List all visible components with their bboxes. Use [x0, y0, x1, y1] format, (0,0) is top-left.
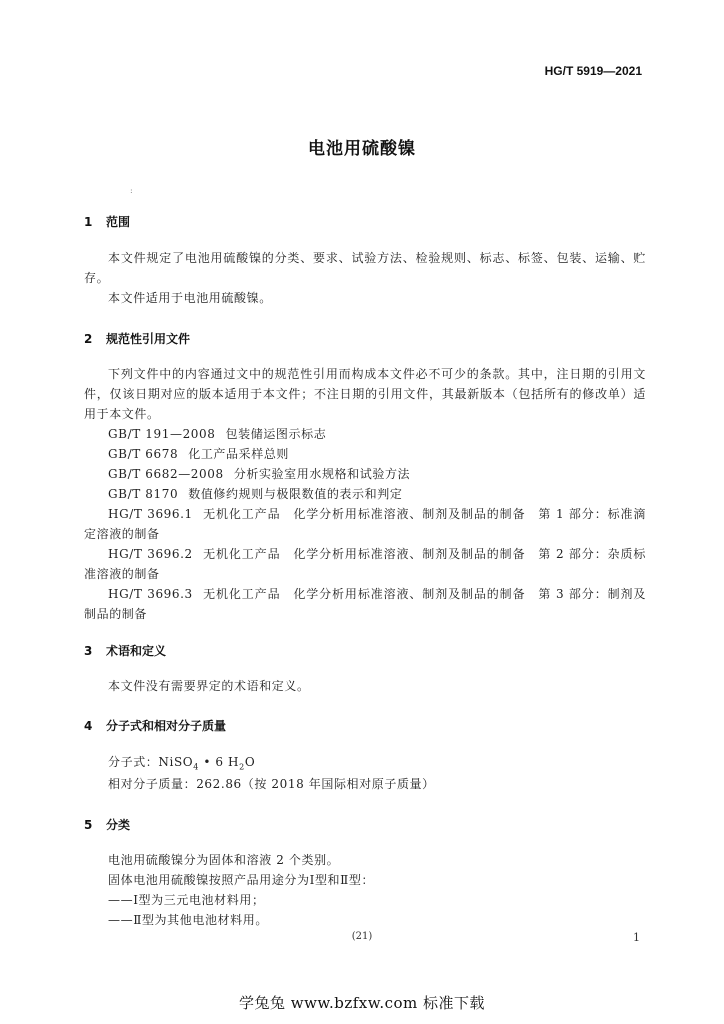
reference-title: 化工产品采样总则: [188, 447, 290, 461]
section-2-heading: [84, 330, 190, 347]
formula-sub-2: 2: [239, 762, 245, 772]
formula-sub-1: 4: [193, 762, 199, 772]
reference-code: GB/T 6678: [108, 447, 179, 461]
document-title: 电池用硫酸镍: [308, 139, 416, 159]
reference-code: HG/T 3696.1: [108, 507, 193, 521]
reference-title: 无机化工产品 化学分析用标准溶液、制剂及制品的制备 第 3 部分：制剂及制品的制备: [84, 587, 646, 621]
scope-paragraph-1: 本文件规定了电池用硫酸镍的分类、要求、试验方法、检验规则、标志、标签、包装、运输、贮存。: [84, 251, 646, 285]
reference-item: [84, 504, 646, 544]
section-title: 规范性引用文件: [106, 332, 191, 346]
classification-line: ——Ⅰ型为三元电池材料用；: [108, 893, 265, 907]
reference-title: 数值修约规则与极限数值的表示和判定: [188, 487, 403, 501]
classification-line: 电池用硫酸镍分为固体和溶液 2 个类别。: [108, 853, 340, 867]
reference-item: [84, 484, 646, 504]
section-1-heading: [84, 213, 130, 230]
molecular-mass: 相对分子质量：262.86（按 2018 年国际相对原子质量）: [108, 777, 435, 791]
reference-title: 无机化工产品 化学分析用标准溶液、制剂及制品的制备 第 2 部分：杂质标准溶液的制备: [84, 547, 646, 581]
classification-line: ——Ⅱ型为其他电池材料用。: [108, 913, 268, 927]
section-number: 2: [84, 332, 93, 346]
formula-ni: NiSO: [158, 755, 194, 769]
page-center-number: (21): [351, 931, 373, 942]
reference-title: 包装储运图示标志: [225, 427, 327, 441]
footer-watermark-text: 学兔兔 www.bzfxw.com 标准下载: [238, 994, 486, 1012]
formula-label: 分子式：: [108, 755, 159, 769]
stray-mark: :: [130, 186, 133, 195]
reference-code: GB/T 191—2008: [108, 427, 216, 441]
reference-item: [84, 464, 646, 484]
reference-code: GB/T 6682—2008: [108, 467, 224, 481]
section-number: 3: [84, 644, 93, 658]
reference-title: 分析实验室用水规格和试验方法: [233, 467, 411, 481]
section-number: 1: [84, 215, 93, 229]
section-5-heading: [84, 816, 130, 833]
reference-code: HG/T 3696.3: [108, 587, 193, 601]
section-title: 分子式和相对分子质量: [106, 719, 227, 733]
section-number: 4: [84, 719, 93, 733]
reference-title: 无机化工产品 化学分析用标准溶液、制剂及制品的制备 第 1 部分：标准滴定溶液的制备: [84, 507, 646, 541]
reference-code: HG/T 3696.2: [108, 547, 193, 561]
section-title: 术语和定义: [106, 644, 167, 658]
page-number: 1: [633, 931, 640, 944]
section-title: 范围: [106, 215, 131, 229]
section-title: 分类: [106, 818, 131, 832]
section-4-heading: [84, 717, 226, 734]
reference-item: [84, 584, 646, 624]
reference-item: [84, 544, 646, 584]
scope-paragraph-2: 本文件适用于电池用硫酸镍。: [108, 291, 272, 305]
reference-item: [84, 444, 646, 464]
section-number: 5: [84, 818, 93, 832]
standard-code: HG/T 5919—2021: [544, 64, 642, 78]
references-intro: 下列文件中的内容通过文中的规范性引用而构成本文件必不可少的条款。其中，注日期的引用文件，仅该日期对应的版本适用于本文件；不注日期的引用文件，其最新版本（包括所有的修改单）适用于本文件。: [84, 367, 646, 421]
formula-o: O: [244, 755, 256, 769]
reference-code: GB/T 8170: [108, 487, 179, 501]
formula-mid: • 6 H: [198, 755, 240, 769]
classification-line: 固体电池用硫酸镍按照产品用途分为Ⅰ型和Ⅱ型：: [108, 873, 375, 887]
reference-item: [84, 424, 646, 444]
terms-paragraph: 本文件没有需要界定的术语和定义。: [108, 679, 310, 693]
section-3-heading: [84, 642, 166, 659]
